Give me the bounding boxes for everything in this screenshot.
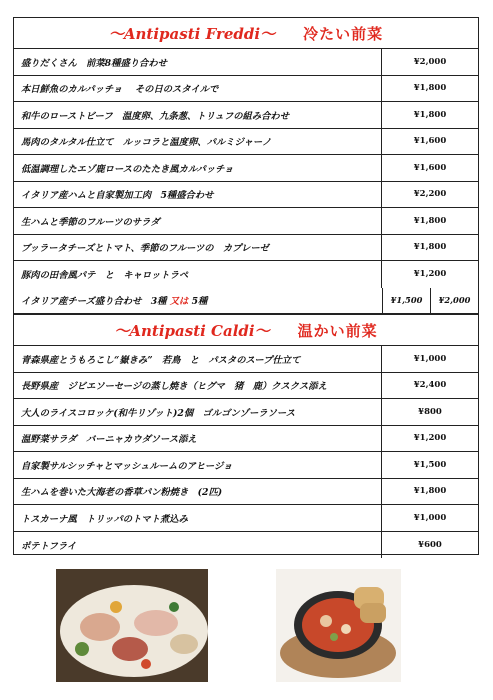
item-name: 馬肉のタルタル仕立て ルッコラと温度卵、パルミジャーノ: [21, 137, 272, 149]
item-price: ¥600: [381, 532, 478, 559]
ajillo-dish-photo: [276, 569, 401, 682]
hot-title-italian: 〜Antipasti Caldi〜: [114, 321, 270, 340]
menu-item-row: [14, 452, 478, 479]
item-name: 本日鮮魚のカルパッチョ その日のスタイルで: [21, 84, 219, 96]
item-price: ¥1,500: [381, 452, 478, 478]
price-3-kinds: ¥1,500: [382, 288, 430, 314]
item-price: ¥1,800: [381, 102, 478, 128]
item-name: ポテトフライ: [21, 540, 77, 552]
price-5-kinds: ¥2,000: [430, 288, 478, 314]
item-name: 長野県産 ジビエソーセージの蒸し焼き（ヒグマ 猪 鹿）クスクス添え: [21, 381, 327, 393]
item-price: ¥1,000: [381, 346, 478, 372]
menu-item-row: [14, 76, 478, 103]
item-name: トスカーナ風 トリッパのトマト煮込み: [21, 513, 188, 525]
menu-item-row: [14, 346, 478, 373]
item-name: 和牛のローストビーフ 温度卵、九条葱、トリュフの組み合わせ: [21, 110, 290, 122]
item-price: ¥1,600: [381, 155, 478, 181]
item-price: ¥2,400: [381, 373, 478, 399]
hot-title-japanese: 温かい前菜: [297, 321, 378, 340]
menu-item-row: [14, 102, 478, 129]
menu-item-row: [14, 129, 478, 156]
menu-item-row: [14, 399, 478, 426]
menu-item-row: [14, 182, 478, 209]
menu-item-row: [14, 479, 478, 506]
menu-item-row: [14, 373, 478, 400]
item-name: イタリア産チーズ盛り合わせ 3種 又は 5種: [21, 296, 208, 308]
cheese-row: [14, 288, 478, 315]
hot-section-title: [14, 314, 478, 346]
item-name: 青森県産とうもろこし“嶽きみ” 若鳥 と パスタのスープ仕立て: [21, 354, 301, 366]
menu-item-row: [14, 235, 478, 262]
cold-title-italian: 〜Antipasti Freddi〜: [108, 24, 276, 43]
item-price: ¥800: [381, 399, 478, 425]
item-price: ¥1,600: [381, 129, 478, 155]
cold-section-title: [14, 18, 478, 49]
menu-item-row: [14, 155, 478, 182]
item-name: イタリア産ハムと自家製加工肉 5種盛合わせ: [21, 190, 214, 202]
item-name: 豚肉の田舎風パテ と キャロットラペ: [21, 270, 189, 282]
menu-item-row: [14, 505, 478, 532]
item-name: ブッラータチーズとトマト、季節のフルーツの カプレーゼ: [21, 243, 269, 255]
antipasto-platter-photo: [56, 569, 208, 682]
cold-title-japanese: 冷たい前菜: [303, 24, 384, 43]
item-price: ¥1,800: [381, 235, 478, 261]
item-price: ¥1,800: [381, 76, 478, 102]
item-name: 生ハムと季節のフルーツのサラダ: [21, 216, 160, 228]
item-price: ¥1,800: [381, 479, 478, 505]
item-price: ¥2,200: [381, 182, 478, 208]
menu-item-row: [14, 261, 478, 288]
item-price: ¥1,800: [381, 208, 478, 234]
menu-item-row: [14, 426, 478, 453]
or-text: 又は: [169, 296, 189, 308]
item-price: ¥1,200: [381, 261, 478, 288]
item-name: 盛りだくさん 前菜8種盛り合わせ: [21, 57, 167, 69]
item-name: 大人のライスコロッケ(和牛リゾット)2個 ゴルゴンゾーラソース: [21, 407, 295, 419]
menu-item-row: [14, 208, 478, 235]
menu-item-row: [14, 532, 478, 559]
item-name: 生ハムを巻いた大海老の香草パン粉焼き (2匹): [21, 487, 223, 499]
menu-item-row: [14, 49, 478, 76]
menu-table: [13, 17, 479, 555]
item-name: 低温調理したエゾ鹿ロースのたたき風カルパッチョ: [21, 163, 234, 175]
item-price: ¥2,000: [381, 49, 478, 75]
item-price: ¥1,000: [381, 505, 478, 531]
item-price: ¥1,200: [381, 426, 478, 452]
item-name: 温野菜サラダ バーニャカウダソース添え: [21, 434, 197, 446]
item-name: 自家製サルシッチャとマッシュルームのアヒージョ: [21, 460, 233, 472]
